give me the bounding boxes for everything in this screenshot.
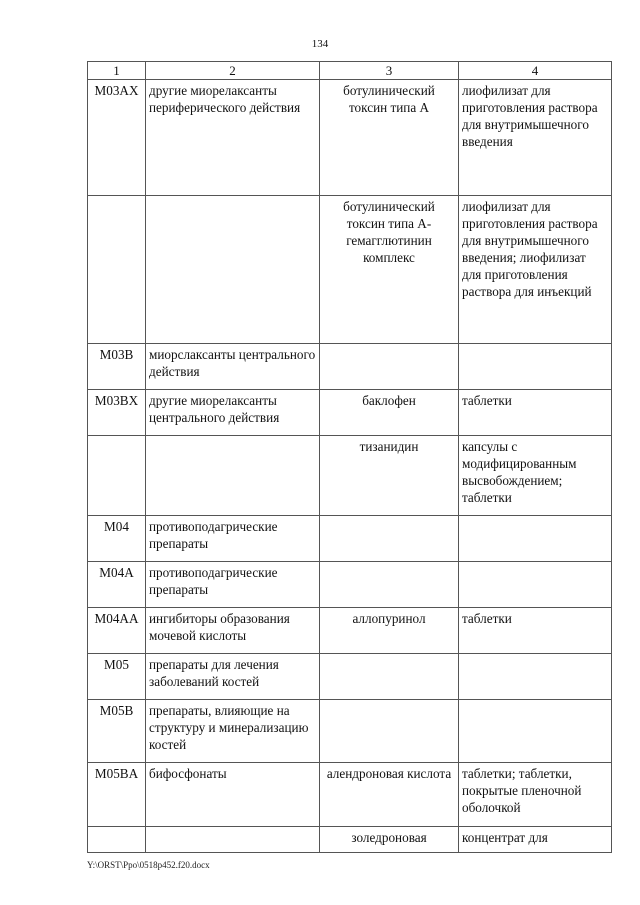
table-row: [88, 436, 612, 516]
table-row: [88, 608, 612, 654]
atc-code: [88, 436, 146, 516]
drug-name: ботулинический токсин типа А-гемагглютинин комплекс: [320, 196, 459, 344]
drug-name: [320, 562, 459, 608]
dosage-form: [459, 562, 612, 608]
drug-name: [320, 654, 459, 700]
drug-name: аллопуринол: [320, 608, 459, 654]
table-row: [88, 700, 612, 763]
page-number: 134: [311, 38, 329, 50]
group-name: [146, 827, 320, 853]
group-name: противоподагрические препараты: [146, 562, 320, 608]
column-header: 1: [88, 62, 146, 80]
dosage-form: лиофилизат для приготовления раствора для внутримышечного введения; лиофилизат для приготовления раствора для инъекций: [459, 196, 612, 344]
atc-code: M04AA: [88, 608, 146, 654]
group-name: [146, 196, 320, 344]
table-row: [88, 196, 612, 344]
table-row: [88, 390, 612, 436]
atc-code: [88, 196, 146, 344]
dosage-form: [459, 700, 612, 763]
drug-name: [320, 344, 459, 390]
dosage-form: таблетки; таблетки, покрытые пленочной оболочкой: [459, 763, 612, 827]
atc-code: M05BA: [88, 763, 146, 827]
table-row: [88, 344, 612, 390]
drug-name: тизанидин: [320, 436, 459, 516]
dosage-form: таблетки: [459, 608, 612, 654]
group-name: миорслаксанты центрального действия: [146, 344, 320, 390]
atc-code: [88, 827, 146, 853]
column-header: 3: [320, 62, 459, 80]
dosage-form: таблетки: [459, 390, 612, 436]
drug-table: [87, 61, 612, 853]
group-name: другие миорелаксанты центрального действия: [146, 390, 320, 436]
atc-code: M03BX: [88, 390, 146, 436]
group-name: другие миорелаксанты периферического действия: [146, 80, 320, 196]
column-header: 2: [146, 62, 320, 80]
dosage-form: лиофилизат для приготовления раствора для внутримышечного введения: [459, 80, 612, 196]
footer-file-path: Y:\ORST\Ppo\0518p452.f20.docx: [87, 860, 210, 870]
drug-name: [320, 700, 459, 763]
table-row: [88, 516, 612, 562]
table-row: [88, 80, 612, 196]
atc-code: M04: [88, 516, 146, 562]
table-row: [88, 827, 612, 853]
group-name: противоподагрические препараты: [146, 516, 320, 562]
dosage-form: [459, 654, 612, 700]
dosage-form: концентрат для: [459, 827, 612, 853]
column-header: 4: [459, 62, 612, 80]
table-header-row: [88, 62, 612, 80]
group-name: препараты, влияющие на структуру и минерализацию костей: [146, 700, 320, 763]
atc-code: M05: [88, 654, 146, 700]
table-row: [88, 562, 612, 608]
drug-name: [320, 516, 459, 562]
atc-code: M04A: [88, 562, 146, 608]
group-name: бифосфонаты: [146, 763, 320, 827]
table-row: [88, 654, 612, 700]
atc-code: M03AX: [88, 80, 146, 196]
drug-name: золедроновая: [320, 827, 459, 853]
drug-name: алендроновая кислота: [320, 763, 459, 827]
atc-code: M03B: [88, 344, 146, 390]
group-name: ингибиторы образования мочевой кислоты: [146, 608, 320, 654]
drug-name: баклофен: [320, 390, 459, 436]
dosage-form: [459, 344, 612, 390]
drug-name: ботулинический токсин типа А: [320, 80, 459, 196]
dosage-form: капсулы с модифицированным высвобождением; таблетки: [459, 436, 612, 516]
group-name: препараты для лечения заболеваний костей: [146, 654, 320, 700]
dosage-form: [459, 516, 612, 562]
group-name: [146, 436, 320, 516]
atc-code: M05B: [88, 700, 146, 763]
table-row: [88, 763, 612, 827]
